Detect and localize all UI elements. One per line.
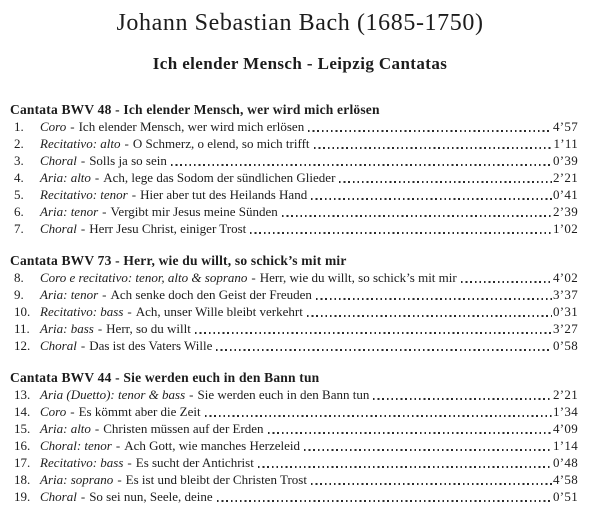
dot-leader	[339, 181, 552, 183]
track-row	[10, 135, 578, 152]
track-type: Aria: tenor	[40, 287, 99, 302]
track-number: 7.	[14, 221, 24, 236]
section-header: Cantata BWV 44 - Sie werden euch in den Bann tun	[10, 370, 320, 385]
track-separator: -	[102, 204, 107, 219]
page-header	[0, 8, 600, 74]
track-separator: -	[80, 153, 86, 168]
track-separator: -	[70, 404, 75, 419]
track-title: Es kömmt aber die Zeit	[78, 404, 201, 419]
track-duration: 4’58	[552, 472, 578, 487]
dot-leader	[311, 483, 552, 485]
track-title: Ach, unser Wille bleibt verkehrt	[135, 304, 303, 319]
dot-leader	[250, 232, 552, 234]
track-separator: -	[189, 387, 194, 402]
track-number: 13.	[14, 387, 31, 402]
track-number: 6.	[14, 204, 24, 219]
dot-leader	[195, 332, 552, 334]
track-type: Recitativo: tenor	[40, 187, 128, 202]
track-separator: -	[124, 136, 129, 151]
track-number: 10.	[14, 304, 31, 319]
track-duration: 2’39	[552, 204, 578, 219]
track-type: Aria: alto	[40, 421, 91, 436]
track-number: 2.	[14, 136, 24, 151]
track-duration: 1’11	[553, 136, 578, 151]
track-number: 12.	[14, 338, 31, 353]
track-type: Aria: soprano	[40, 472, 114, 487]
track-row	[10, 320, 578, 337]
track-number: 11.	[14, 321, 30, 336]
dot-leader	[316, 298, 552, 300]
dot-leader	[282, 215, 552, 217]
dot-leader	[307, 315, 552, 317]
track-row	[10, 488, 578, 505]
track-separator: -	[70, 119, 75, 134]
track-type: Choral	[40, 338, 77, 353]
track-type: Choral	[40, 489, 77, 504]
track-row	[10, 437, 578, 454]
section-header: Cantata BWV 48 - Ich elender Mensch, wer wird mich erlösen	[10, 102, 380, 117]
track-type: Aria: bass	[40, 321, 94, 336]
track-type: Coro	[40, 119, 67, 134]
track-duration: 1’02	[552, 221, 578, 236]
dot-leader	[314, 147, 553, 149]
track-title: Christen müssen auf der Erden	[103, 421, 264, 436]
track-title: Es sucht der Antichrist	[135, 455, 254, 470]
dot-leader	[304, 449, 552, 451]
dot-leader	[205, 415, 552, 417]
track-number: 17.	[14, 455, 31, 470]
track-type: Coro e recitativo: tenor, alto & soprano	[40, 270, 248, 285]
track-type: Choral	[40, 153, 77, 168]
dot-leader	[171, 164, 552, 166]
track-separator: -	[117, 472, 122, 487]
tracklist	[0, 101, 600, 505]
track-number: 3.	[14, 153, 24, 168]
track-row	[10, 420, 578, 437]
track-duration: 3’37	[552, 287, 578, 302]
track-title: Das ist des Vaters Wille	[89, 338, 213, 353]
track-type: Aria: tenor	[40, 204, 99, 219]
track-duration: 1’34	[552, 404, 578, 419]
track-row	[10, 186, 578, 203]
track-title: Ich elender Mensch, wer wird mich erlösen	[78, 119, 305, 134]
cantata-section	[10, 101, 578, 237]
track-type: Recitativo: alto	[40, 136, 121, 151]
track-number: 14.	[14, 404, 31, 419]
track-row	[10, 152, 578, 169]
track-type: Aria (Duetto): tenor & bass	[40, 387, 186, 402]
track-duration: 3’27	[552, 321, 578, 336]
track-duration: 4’09	[552, 421, 578, 436]
track-title: Vergibt mir Jesus meine Sünden	[110, 204, 278, 219]
track-title: Solls ja so sein	[89, 153, 167, 168]
track-row	[10, 386, 578, 403]
dot-leader	[311, 198, 552, 200]
track-separator: -	[131, 187, 137, 202]
track-type: Choral	[40, 221, 77, 236]
track-duration: 4’02	[552, 270, 578, 285]
track-row	[10, 269, 578, 286]
track-title: Ach, lege das Sodom der sündlichen Glieder	[103, 170, 336, 185]
track-duration: 0’39	[552, 153, 578, 168]
track-type: Recitativo: bass	[40, 304, 124, 319]
track-separator: -	[94, 170, 100, 185]
track-number: 16.	[14, 438, 31, 453]
track-number: 9.	[14, 287, 24, 302]
track-separator: -	[127, 304, 132, 319]
track-row	[10, 454, 578, 471]
track-row	[10, 403, 578, 420]
track-duration: 0’48	[552, 455, 578, 470]
track-type: Recitativo: bass	[40, 455, 124, 470]
track-title: Ach senke doch den Geist der Freuden	[110, 287, 312, 302]
track-row	[10, 303, 578, 320]
track-separator: -	[115, 438, 121, 453]
track-title: O Schmerz, o elend, so mich trifft	[132, 136, 310, 151]
track-number: 8.	[14, 270, 24, 285]
dot-leader	[373, 398, 552, 400]
track-row	[10, 471, 578, 488]
track-duration: 0’41	[552, 187, 578, 202]
track-number: 18.	[14, 472, 31, 487]
track-duration: 2’21	[552, 170, 578, 185]
dot-leader	[268, 432, 552, 434]
track-separator: -	[102, 287, 107, 302]
page-title: Johann Sebastian Bach (1685-1750)	[116, 10, 484, 36]
track-number: 1.	[14, 119, 24, 134]
track-separator: -	[127, 455, 132, 470]
track-separator: -	[80, 338, 86, 353]
track-title: Ach Gott, wie manches Herzeleid	[124, 438, 301, 453]
track-duration: 0’31	[552, 304, 578, 319]
track-type: Choral: tenor	[40, 438, 112, 453]
track-title: Herr Jesu Christ, einiger Trost	[89, 221, 247, 236]
track-duration: 0’51	[552, 489, 578, 504]
track-title: So sei nun, Seele, deine	[89, 489, 213, 504]
track-row	[10, 337, 578, 354]
track-row	[10, 169, 578, 186]
dot-leader	[461, 281, 552, 283]
track-title: Herr, so du willt	[106, 321, 191, 336]
track-row	[10, 118, 578, 135]
track-number: 4.	[14, 170, 24, 185]
track-type: Coro	[40, 404, 67, 419]
track-title: Es ist und bleibt der Christen Trost	[125, 472, 307, 487]
track-title: Sie werden euch in den Bann tun	[197, 387, 370, 402]
track-separator: -	[97, 321, 103, 336]
dot-leader	[216, 349, 552, 351]
track-title: Herr, wie du willt, so schick’s mit mir	[259, 270, 457, 285]
track-separator: -	[80, 221, 86, 236]
track-row	[10, 203, 578, 220]
dot-leader	[308, 130, 552, 132]
track-duration: 2’21	[552, 387, 578, 402]
track-separator: -	[251, 270, 256, 285]
section-header: Cantata BWV 73 - Herr, wie du willt, so schick’s mit mir	[10, 253, 347, 268]
cantata-section	[10, 369, 578, 505]
track-row	[10, 286, 578, 303]
track-number: 15.	[14, 421, 31, 436]
track-duration: 4’57	[552, 119, 578, 134]
track-number: 19.	[14, 489, 31, 504]
page-subtitle: Ich elender Mensch - Leipzig Cantatas	[152, 54, 448, 73]
cantata-section	[10, 252, 578, 354]
track-duration: 1’14	[552, 438, 578, 453]
dot-leader	[217, 500, 552, 502]
track-separator: -	[94, 421, 100, 436]
track-type: Aria: alto	[40, 170, 91, 185]
dot-leader	[258, 466, 552, 468]
track-number: 5.	[14, 187, 24, 202]
track-row	[10, 220, 578, 237]
track-duration: 0’58	[552, 338, 578, 353]
track-separator: -	[80, 489, 86, 504]
track-title: Hier aber tut des Heilands Hand	[140, 187, 308, 202]
